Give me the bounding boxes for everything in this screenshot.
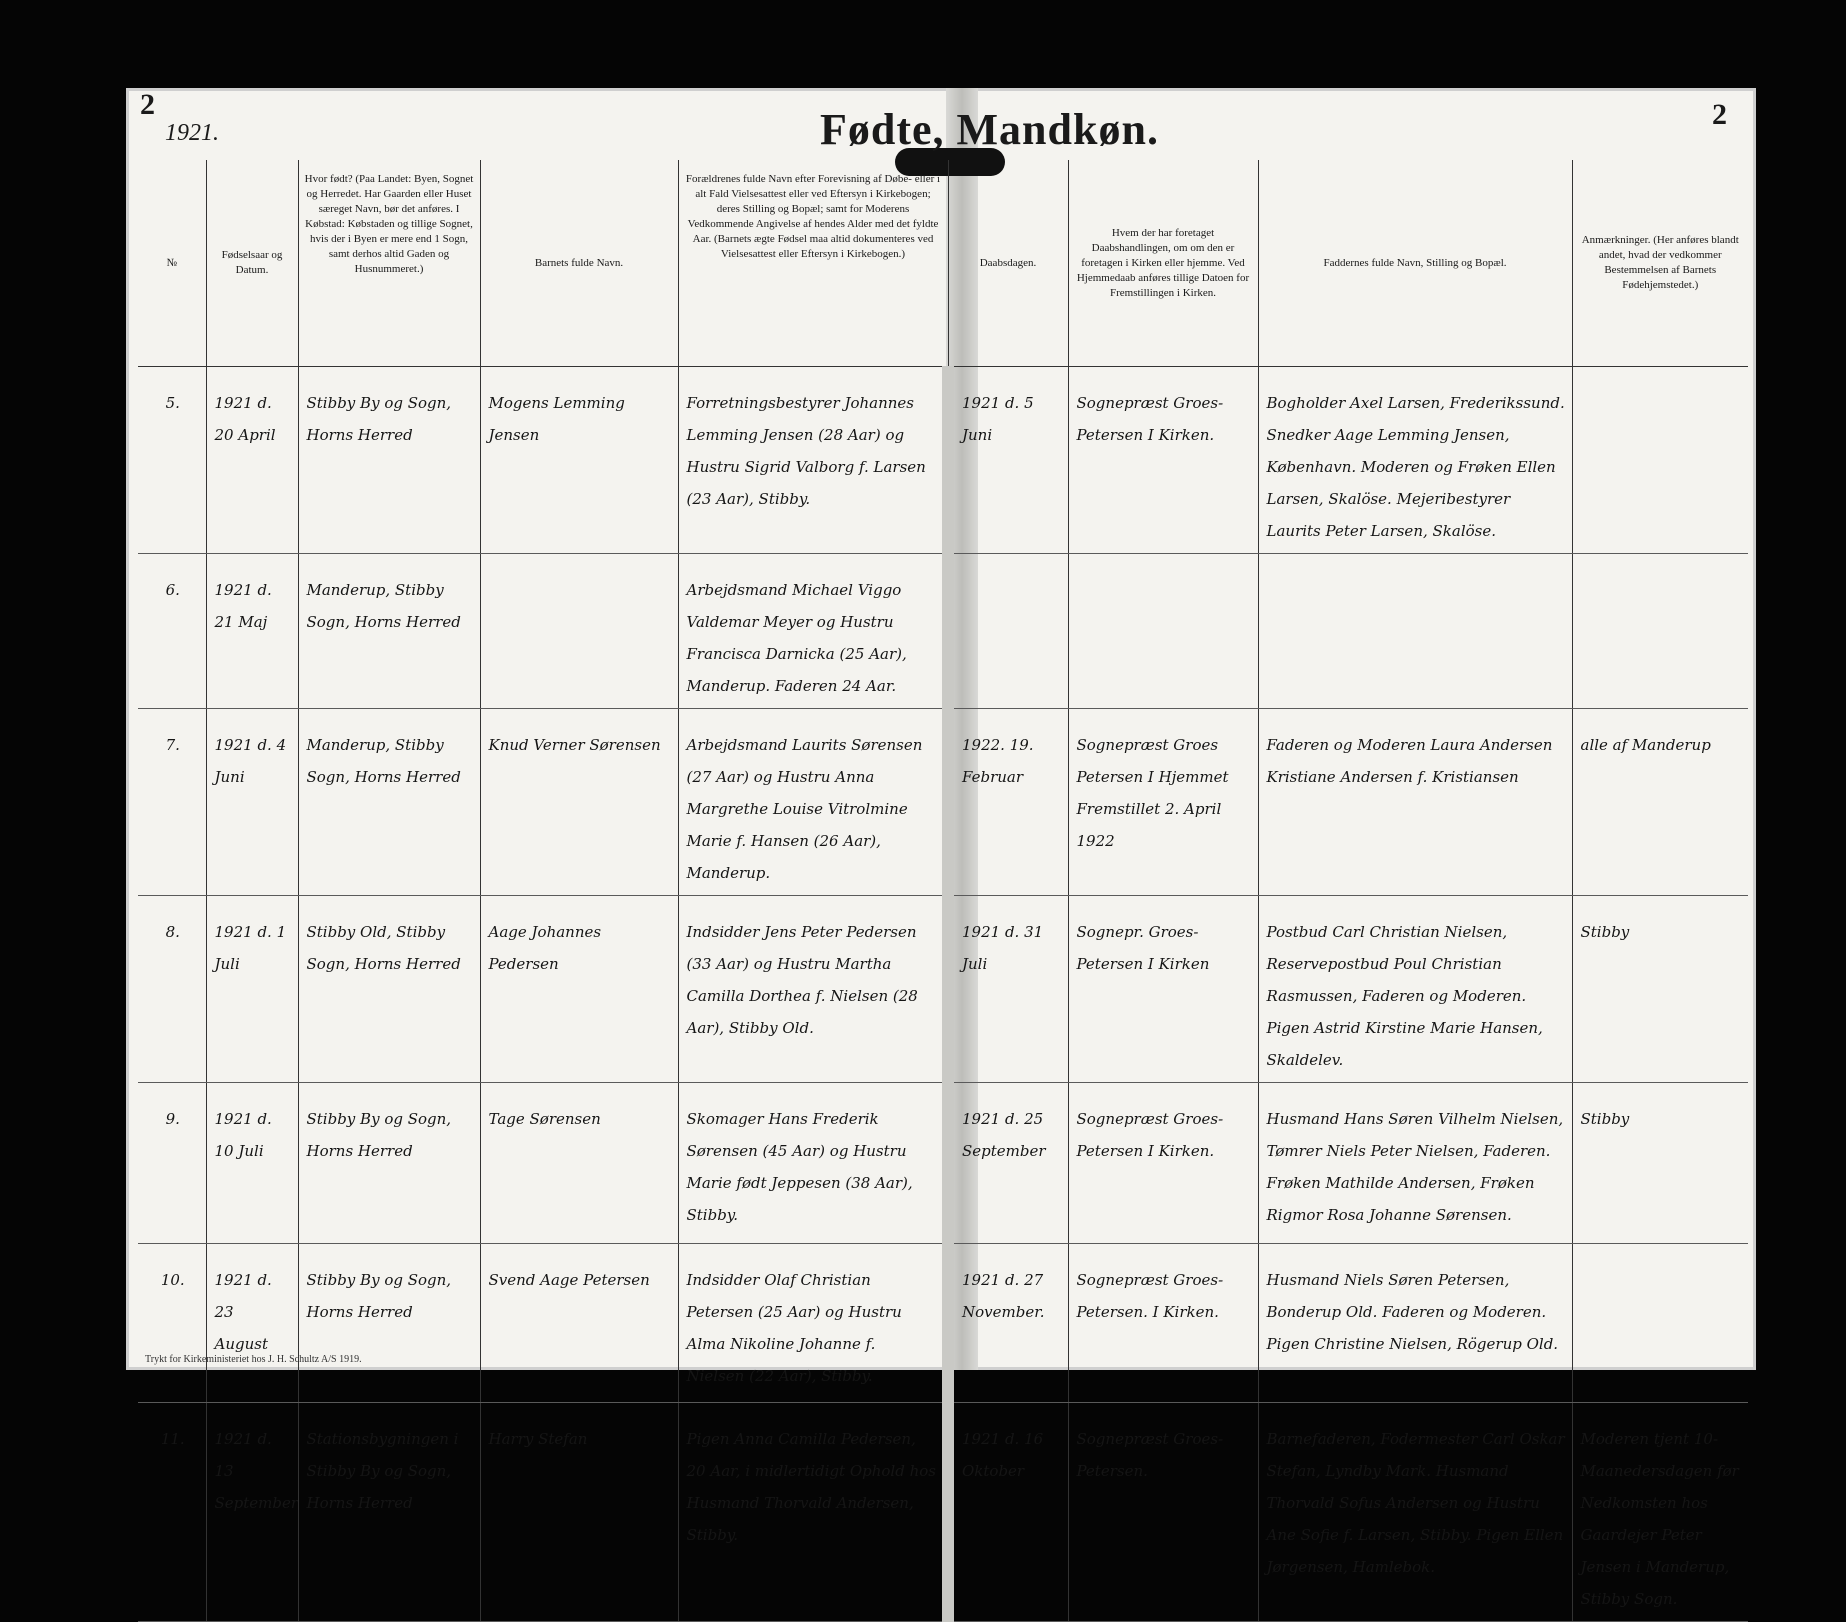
parents: Indsidder Jens Peter Pedersen (33 Aar) og Hustru Martha Camilla Dorthea f. Nielsen (28 Aar), Stibby Old. [678, 896, 948, 1083]
birth-place: Stibby By og Sogn, Horns Herred [298, 367, 480, 554]
parents: Arbejdsmand Michael Viggo Valdemar Meyer og Hustru Francisca Darnicka (25 Aar), Manderup. Faderen 24 Aar. [678, 554, 948, 709]
officiant: Sognepræst Groes-Petersen I Kirken. [1068, 1083, 1258, 1244]
child-name: Mogens Lemming Jensen [480, 367, 678, 554]
child-name: Tage Sørensen [480, 1083, 678, 1244]
col-sponsors-header: Faddernes fulde Navn, Stilling og Bopæl. [1258, 160, 1572, 367]
baptism-date: 1922. 19. Februar [948, 709, 1068, 896]
parents: Pigen Anna Camilla Pedersen, 20 Aar, i midlertidigt Ophold hos Husmand Thorvald Andersen, Stibby. [678, 1403, 948, 1622]
sponsors: Postbud Carl Christian Nielsen, Reservepostbud Poul Christian Rasmussen, Faderen og Moderen. Pigen Astrid Kirstine Marie Hansen, Skaldelev. [1258, 896, 1572, 1083]
officiant: Sognepræst Groes-Petersen. [1068, 1403, 1258, 1622]
parents: Forretningsbestyrer Johannes Lemming Jensen (28 Aar) og Hustru Sigrid Valborg f. Larsen (23 Aar), Stibby. [678, 367, 948, 554]
baptism-date: 1921 d. 16 Oktober [948, 1403, 1068, 1622]
right-page-number: 2 [1712, 98, 1727, 131]
child-name [480, 554, 678, 709]
remarks: Stibby [1572, 896, 1748, 1083]
officiant [1068, 554, 1258, 709]
sponsors: Husmand Niels Søren Petersen, Bonderup Old. Faderen og Moderen. Pigen Christine Nielsen, Rögerup Old. [1258, 1244, 1572, 1403]
birth-place: Stibby Old, Stibby Sogn, Horns Herred [298, 896, 480, 1083]
sponsors: Barnefaderen, Fodermester Carl Oskar Stefan, Lyndby Mark. Husmand Thorvald Sofus Andersen og Hustru Ane Sofie f. Larsen, Stibby. Pigen Ellen Jørgensen, Hamlebok. [1258, 1403, 1572, 1622]
entry-number: 7. [138, 709, 206, 896]
sponsors: Faderen og Moderen Laura Andersen Kristiane Andersen f. Kristiansen [1258, 709, 1572, 896]
birth-place: Stibby By og Sogn, Horns Herred [298, 1244, 480, 1403]
entry-number: 6. [138, 554, 206, 709]
table-row [138, 709, 1748, 896]
sponsors: Husmand Hans Søren Vilhelm Nielsen, Tømrer Niels Peter Nielsen, Faderen. Frøken Mathilde Andersen, Frøken Rigmor Rosa Johanne Sørensen. [1258, 1083, 1572, 1244]
remarks: Moderen tjent 10-Maanedersdagen før Nedkomsten hos Gaardejer Peter Jensen i Manderup, Stibby Sogn. [1572, 1403, 1748, 1622]
remarks: alle af Manderup [1572, 709, 1748, 896]
officiant: Sognepræst Groes-Petersen I Kirken. [1068, 367, 1258, 554]
table-row [138, 1403, 1748, 1622]
entry-number: 9. [138, 1083, 206, 1244]
printer-footer: Trykt for Kirkeministeriet hos J. H. Schultz A/S 1919. [145, 1354, 362, 1365]
entry-number: 8. [138, 896, 206, 1083]
officiant: Sognepr. Groes-Petersen I Kirken [1068, 896, 1258, 1083]
birth-place: Stationsbygningen i Stibby By og Sogn, Horns Herred [298, 1403, 480, 1622]
birth-date: 1921 d. 13 September [206, 1403, 298, 1622]
remarks: Stibby [1572, 1083, 1748, 1244]
entry-number: 5. [138, 367, 206, 554]
table-row [138, 1083, 1748, 1244]
entry-number: 11. [138, 1403, 206, 1622]
col-place-header: Hvor født? (Paa Landet: Byen, Sognet og Herredet. Har Gaarden eller Huset særeget Navn, bør det anføres. I Købstad: Købstaden og tillige Sognet, hvis der i Byen er mere end 1 Sogn, samt derhos altid Gaden og Husnummeret.) [298, 160, 480, 367]
parents: Skomager Hans Frederik Sørensen (45 Aar) og Hustru Marie født Jeppesen (38 Aar), Stibby. [678, 1083, 948, 1244]
baptism-date: 1921 d. 25 September [948, 1083, 1068, 1244]
child-name: Knud Verner Sørensen [480, 709, 678, 896]
parents: Arbejdsmand Laurits Sørensen (27 Aar) og Hustru Anna Margrethe Louise Vitrolmine Marie f. Hansen (26 Aar), Manderup. [678, 709, 948, 896]
baptism-date: 1921 d. 5 Juni [948, 367, 1068, 554]
col-officiant-header: Hvem der har foretaget Daabshandlingen, om om den er foretagen i Kirken eller hjemme. Ved Hjemmedaab anføres tillige Datoen for Fremstillingen i Kirken. [1068, 160, 1258, 367]
col-baptism-header: Daabsdagen. [948, 160, 1068, 367]
sponsors: Bogholder Axel Larsen, Frederikssund. Snedker Aage Lemming Jensen, København. Moderen og Frøken Ellen Larsen, Skalöse. Mejeribestyrer Laurits Peter Larsen, Skalöse. [1258, 367, 1572, 554]
page-title: Fødte, Mandkøn. [820, 105, 1159, 154]
officiant: Sognepræst Groes-Petersen. I Kirken. [1068, 1244, 1258, 1403]
baptism-date [948, 554, 1068, 709]
year-note: 1921. [165, 120, 219, 146]
baptism-date: 1921 d. 27 November. [948, 1244, 1068, 1403]
col-child-header: Barnets fulde Navn. [480, 160, 678, 367]
child-name: Harry Stefan [480, 1403, 678, 1622]
col-parents-header: Forældrenes fulde Navn efter Forevisning af Døbe- eller i alt Fald Vielsesattest eller ved Eftersyn i Kirkebogen; deres Stilling og Bopæl; samt for Moderens Vedkommende Angivelse af hendes Alder med det fyldte Aar. (Barnets ægte Fødsel maa altid dokumenteres ved Vielsesattest eller Eftersyn i Kirkebogen.) [678, 160, 948, 367]
left-page-number: 2 [140, 88, 155, 121]
birth-date: 1921 d. 10 Juli [206, 1083, 298, 1244]
officiant: Sognepræst Groes Petersen I Hjemmet Fremstillet 2. April 1922 [1068, 709, 1258, 896]
birth-date: 1921 d. 20 April [206, 367, 298, 554]
table-row [138, 367, 1748, 554]
col-number-header: № [138, 160, 206, 367]
remarks [1572, 367, 1748, 554]
birth-date: 1921 d. 21 Maj [206, 554, 298, 709]
parents: Indsidder Olaf Christian Petersen (25 Aar) og Hustru Alma Nikoline Johanne f. Nielsen (22 Aar), Stibby. [678, 1244, 948, 1403]
col-date-header: Fødselsaar og Datum. [206, 160, 298, 367]
birth-place: Manderup, Stibby Sogn, Horns Herred [298, 709, 480, 896]
birth-date: 1921 d. 23 August [206, 1244, 298, 1403]
col-remarks-header: Anmærkninger. (Her anføres blandt andet, hvad der vedkommer Bestemmelsen af Barnets Fødehjemstedet.) [1572, 160, 1748, 367]
remarks [1572, 554, 1748, 709]
header-row [138, 160, 1748, 367]
baptism-date: 1921 d. 31 Juli [948, 896, 1068, 1083]
table-row [138, 1244, 1748, 1403]
sponsors [1258, 554, 1572, 709]
table-row [138, 896, 1748, 1083]
child-name: Svend Aage Petersen [480, 1244, 678, 1403]
remarks [1572, 1244, 1748, 1403]
entry-number: 10. [138, 1244, 206, 1403]
birth-place: Manderup, Stibby Sogn, Horns Herred [298, 554, 480, 709]
birth-date: 1921 d. 1 Juli [206, 896, 298, 1083]
birth-register-table [138, 160, 1748, 1622]
birth-place: Stibby By og Sogn, Horns Herred [298, 1083, 480, 1244]
birth-date: 1921 d. 4 Juni [206, 709, 298, 896]
child-name: Aage Johannes Pedersen [480, 896, 678, 1083]
table-row [138, 554, 1748, 709]
